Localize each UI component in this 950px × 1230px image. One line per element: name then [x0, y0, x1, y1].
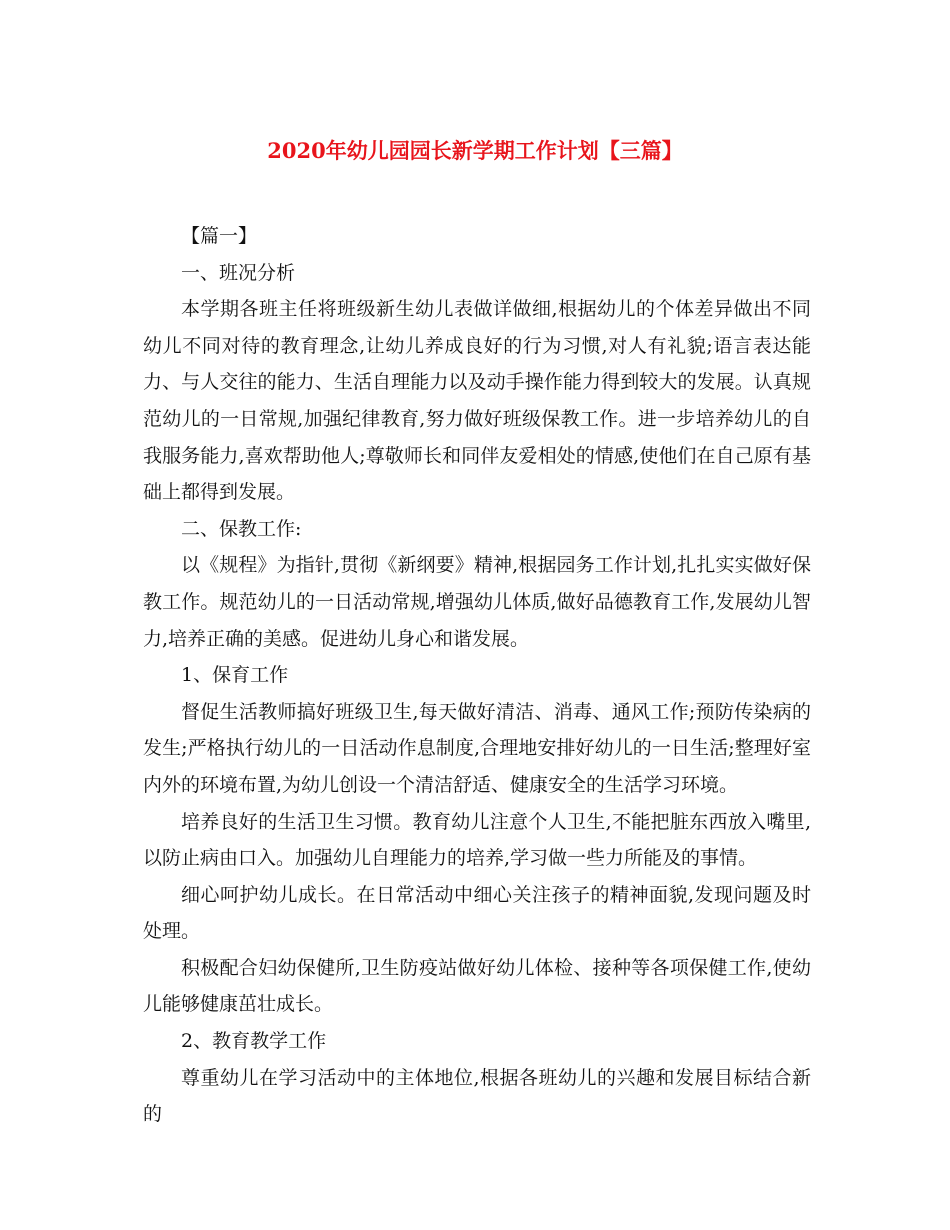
- paragraph-nursing-hygiene: 督促生活教师搞好班级卫生,每天做好清洁、消毒、通风工作;预防传染病的发生;严格执行幼儿的一日活动作息制度,合理地安排好幼儿的一日生活;整理好室内外的环境布置,为幼儿创设一个清洁舒适、健康安全的生活学习环境。: [143, 700, 811, 796]
- document-body: [143, 218, 811, 1133]
- paragraph-hygiene-habits: 培养良好的生活卫生习惯。教育幼儿注意个人卫生,不能把脏东西放入嘴里,以防止病由口入。加强幼儿自理能力的培养,学习做一些力所能及的事情。: [143, 810, 811, 870]
- document-title: 2020年幼儿园园长新学期工作计划【三篇】: [267, 138, 683, 163]
- paragraph-careful-care: 细心呵护幼儿成长。在日常活动中细心关注孩子的精神面貌,发现问题及时处理。: [143, 883, 811, 943]
- paragraph-care-education: 以《规程》为指针,贯彻《新纲要》精神,根据园务工作计划,扎扎实实做好保教工作。规范幼儿的一日活动常规,增强幼儿体质,做好品德教育工作,发展幼儿智力,培养正确的美感。促进幼儿身心和谐发展。: [143, 554, 811, 650]
- heading-teaching-work: 2、教育教学工作: [181, 1030, 327, 1053]
- heading-nursing-work: 1、保育工作: [181, 664, 289, 687]
- section-heading-part-one: 【篇一】: [181, 225, 258, 247]
- paragraph-health-checkups: 积极配合妇幼保健所,卫生防疫站做好幼儿体检、接种等各项保健工作,使幼儿能够健康茁壮成长。: [143, 956, 811, 1016]
- heading-class-analysis: 一、班况分析: [181, 261, 296, 284]
- heading-care-education: 二、保教工作:: [181, 517, 302, 540]
- paragraph-class-analysis: 本学期各班主任将班级新生幼儿表做详做细,根据幼儿的个体差异做出不同幼儿不同对待的教育理念,让幼儿养成良好的行为习惯,对人有礼貌;语言表达能力、与人交往的能力、生活自理能力以及动手操作能力得到较大的发展。认真规范幼儿的一日常规,加强纪律教育,努力做好班级保教工作。进一步培养幼儿的自我服务能力,喜欢帮助他人;尊敬师长和同伴友爱相处的情感,使他们在自己原有基础上都得到发展。: [143, 298, 811, 504]
- paragraph-teaching-work: 尊重幼儿在学习活动中的主体地位,根据各班幼儿的兴趣和发展目标结合新的: [143, 1066, 811, 1126]
